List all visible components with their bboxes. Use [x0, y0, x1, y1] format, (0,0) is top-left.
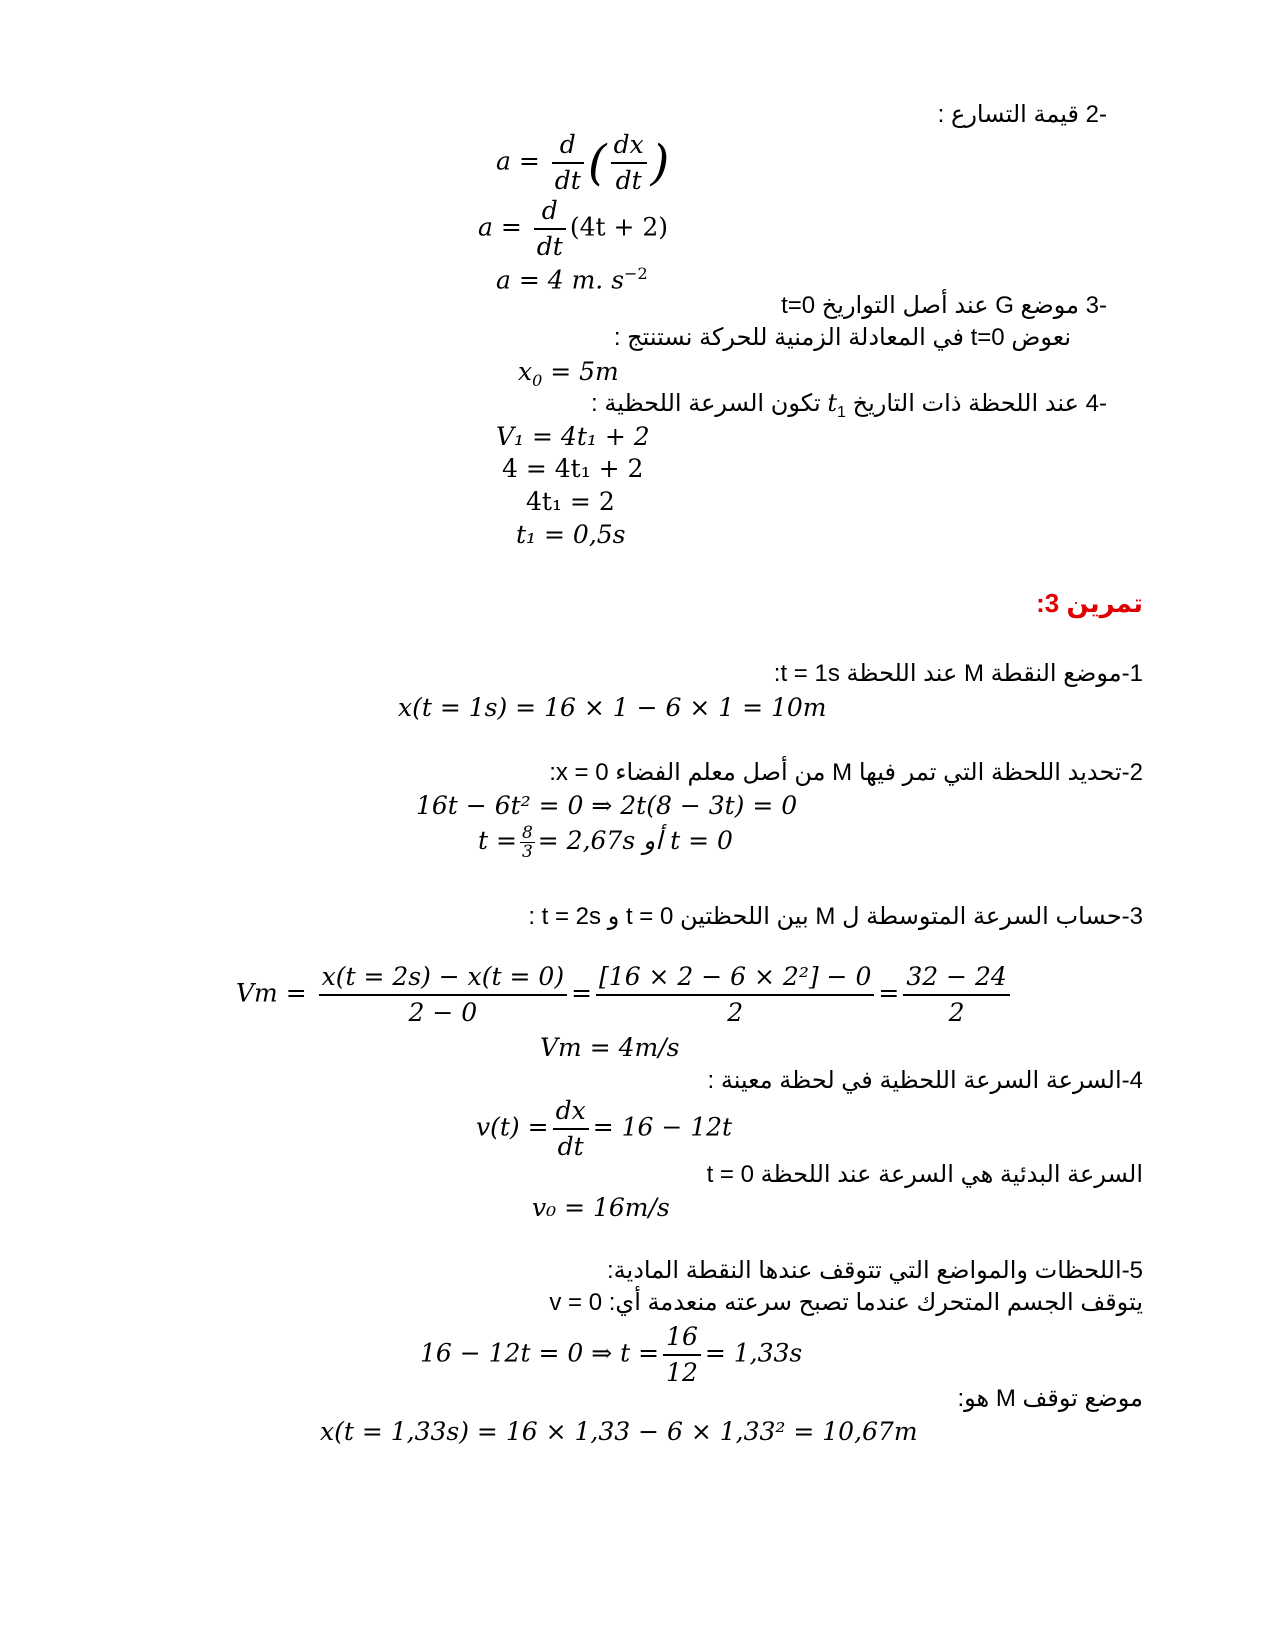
ex3-p5-eq: 16 − 12t = 0 ⇒ t = $\frac{16}{12}$ = 1,33s — [420, 1322, 803, 1387]
ex3-p5-line: يتوقف الجسم المتحرك عندما تصبح سرعته منعدمة أي: v = 0 — [549, 1289, 1143, 1316]
q4-eq-2: 4 = 4t₁ + 2 — [502, 454, 644, 483]
exercise-title: تمرين 3: — [1036, 588, 1143, 618]
q4-heading: -4 عند اللحظة ذات التاريخ $t_1$ تكون السرعة اللحظية : — [591, 389, 1107, 421]
ex3-p3-heading: 3-حساب السرعة المتوسطة ل M بين اللحظتين t = 0 و t = 2s : — [528, 903, 1143, 930]
ex3-p1-eq: x(t = 1s) = 16 × 1 − 6 × 1 = 10m — [398, 693, 827, 722]
q4-eq-4: t₁ = 0,5s — [516, 520, 626, 549]
ex3-p2-eq2: t = $\frac{8}{3}$ = 2,67s أو t = 0 — [478, 823, 733, 862]
ex3-p5-heading: 5-اللحظات والمواضع التي تتوقف عندها النقطة المادية: — [606, 1257, 1143, 1284]
q3-x0: $x_0 = 5m$ — [518, 357, 619, 390]
q4-eq-3: 4t₁ = 2 — [526, 487, 615, 516]
q2-eq3: a = 4 m. $s^{-2}$ — [496, 264, 648, 295]
ex3-p5-pos-eq: x(t = 1,33s) = 16 × 1,33 − 6 × 1,33² = 10,67m — [320, 1417, 918, 1446]
q4-eq-1: V₁ = 4t₁ + 2 — [496, 422, 650, 451]
ex3-p1-heading: 1-موضع النقطة M عند اللحظة t = 1s: — [773, 660, 1143, 687]
ex3-p3-result: Vm = 4m/s — [540, 1033, 680, 1062]
ex3-p4-note: السرعة البدئية هي السرعة عند اللحظة t = 0 — [706, 1161, 1143, 1188]
ex3-p4-eq: v(t) = $\frac{dx}{dt}$ = 16 − 12t — [476, 1096, 733, 1161]
ex3-p2-heading: 2-تحديد اللحظة التي تمر فيها M من أصل معلم الفضاء x = 0: — [549, 759, 1143, 786]
ex3-p2-eq1: 16t − 6t² = 0 ⇒ 2t(8 − 3t) = 0 — [416, 791, 798, 820]
q3-heading: -3 موضع G عند أصل التواريخ t=0 — [781, 292, 1107, 319]
q2-eq1: a = $\frac{d}{dt}$ ( $\frac{dx}{dt}$ ) — [496, 130, 670, 195]
ex3-p4-v0: v₀ = 16m/s — [532, 1193, 670, 1222]
ex3-p4-heading: 4-السرعة السرعة اللحظية في لحظة معينة : — [707, 1067, 1143, 1094]
q2-heading: -2 قيمة التسارع : — [937, 101, 1107, 128]
q2-eq2: a = $\frac{d}{dt}$ (4t + 2) — [478, 196, 669, 261]
q3-line: نعوض t=0 في المعادلة الزمنية للحركة نستنتج : — [613, 324, 1071, 351]
ex3-p5-pos-heading: موضع توقف M هو: — [957, 1385, 1143, 1412]
ex3-p3-eq: Vm = $\frac{x(t = 2s) - x(t = 0)}{2 - 0}$ = $\frac{\text{[16 × 2 − 6 × 2²] − 0}}{2}$ = $\frac{32 - 24}{2}$ — [236, 960, 1014, 1030]
